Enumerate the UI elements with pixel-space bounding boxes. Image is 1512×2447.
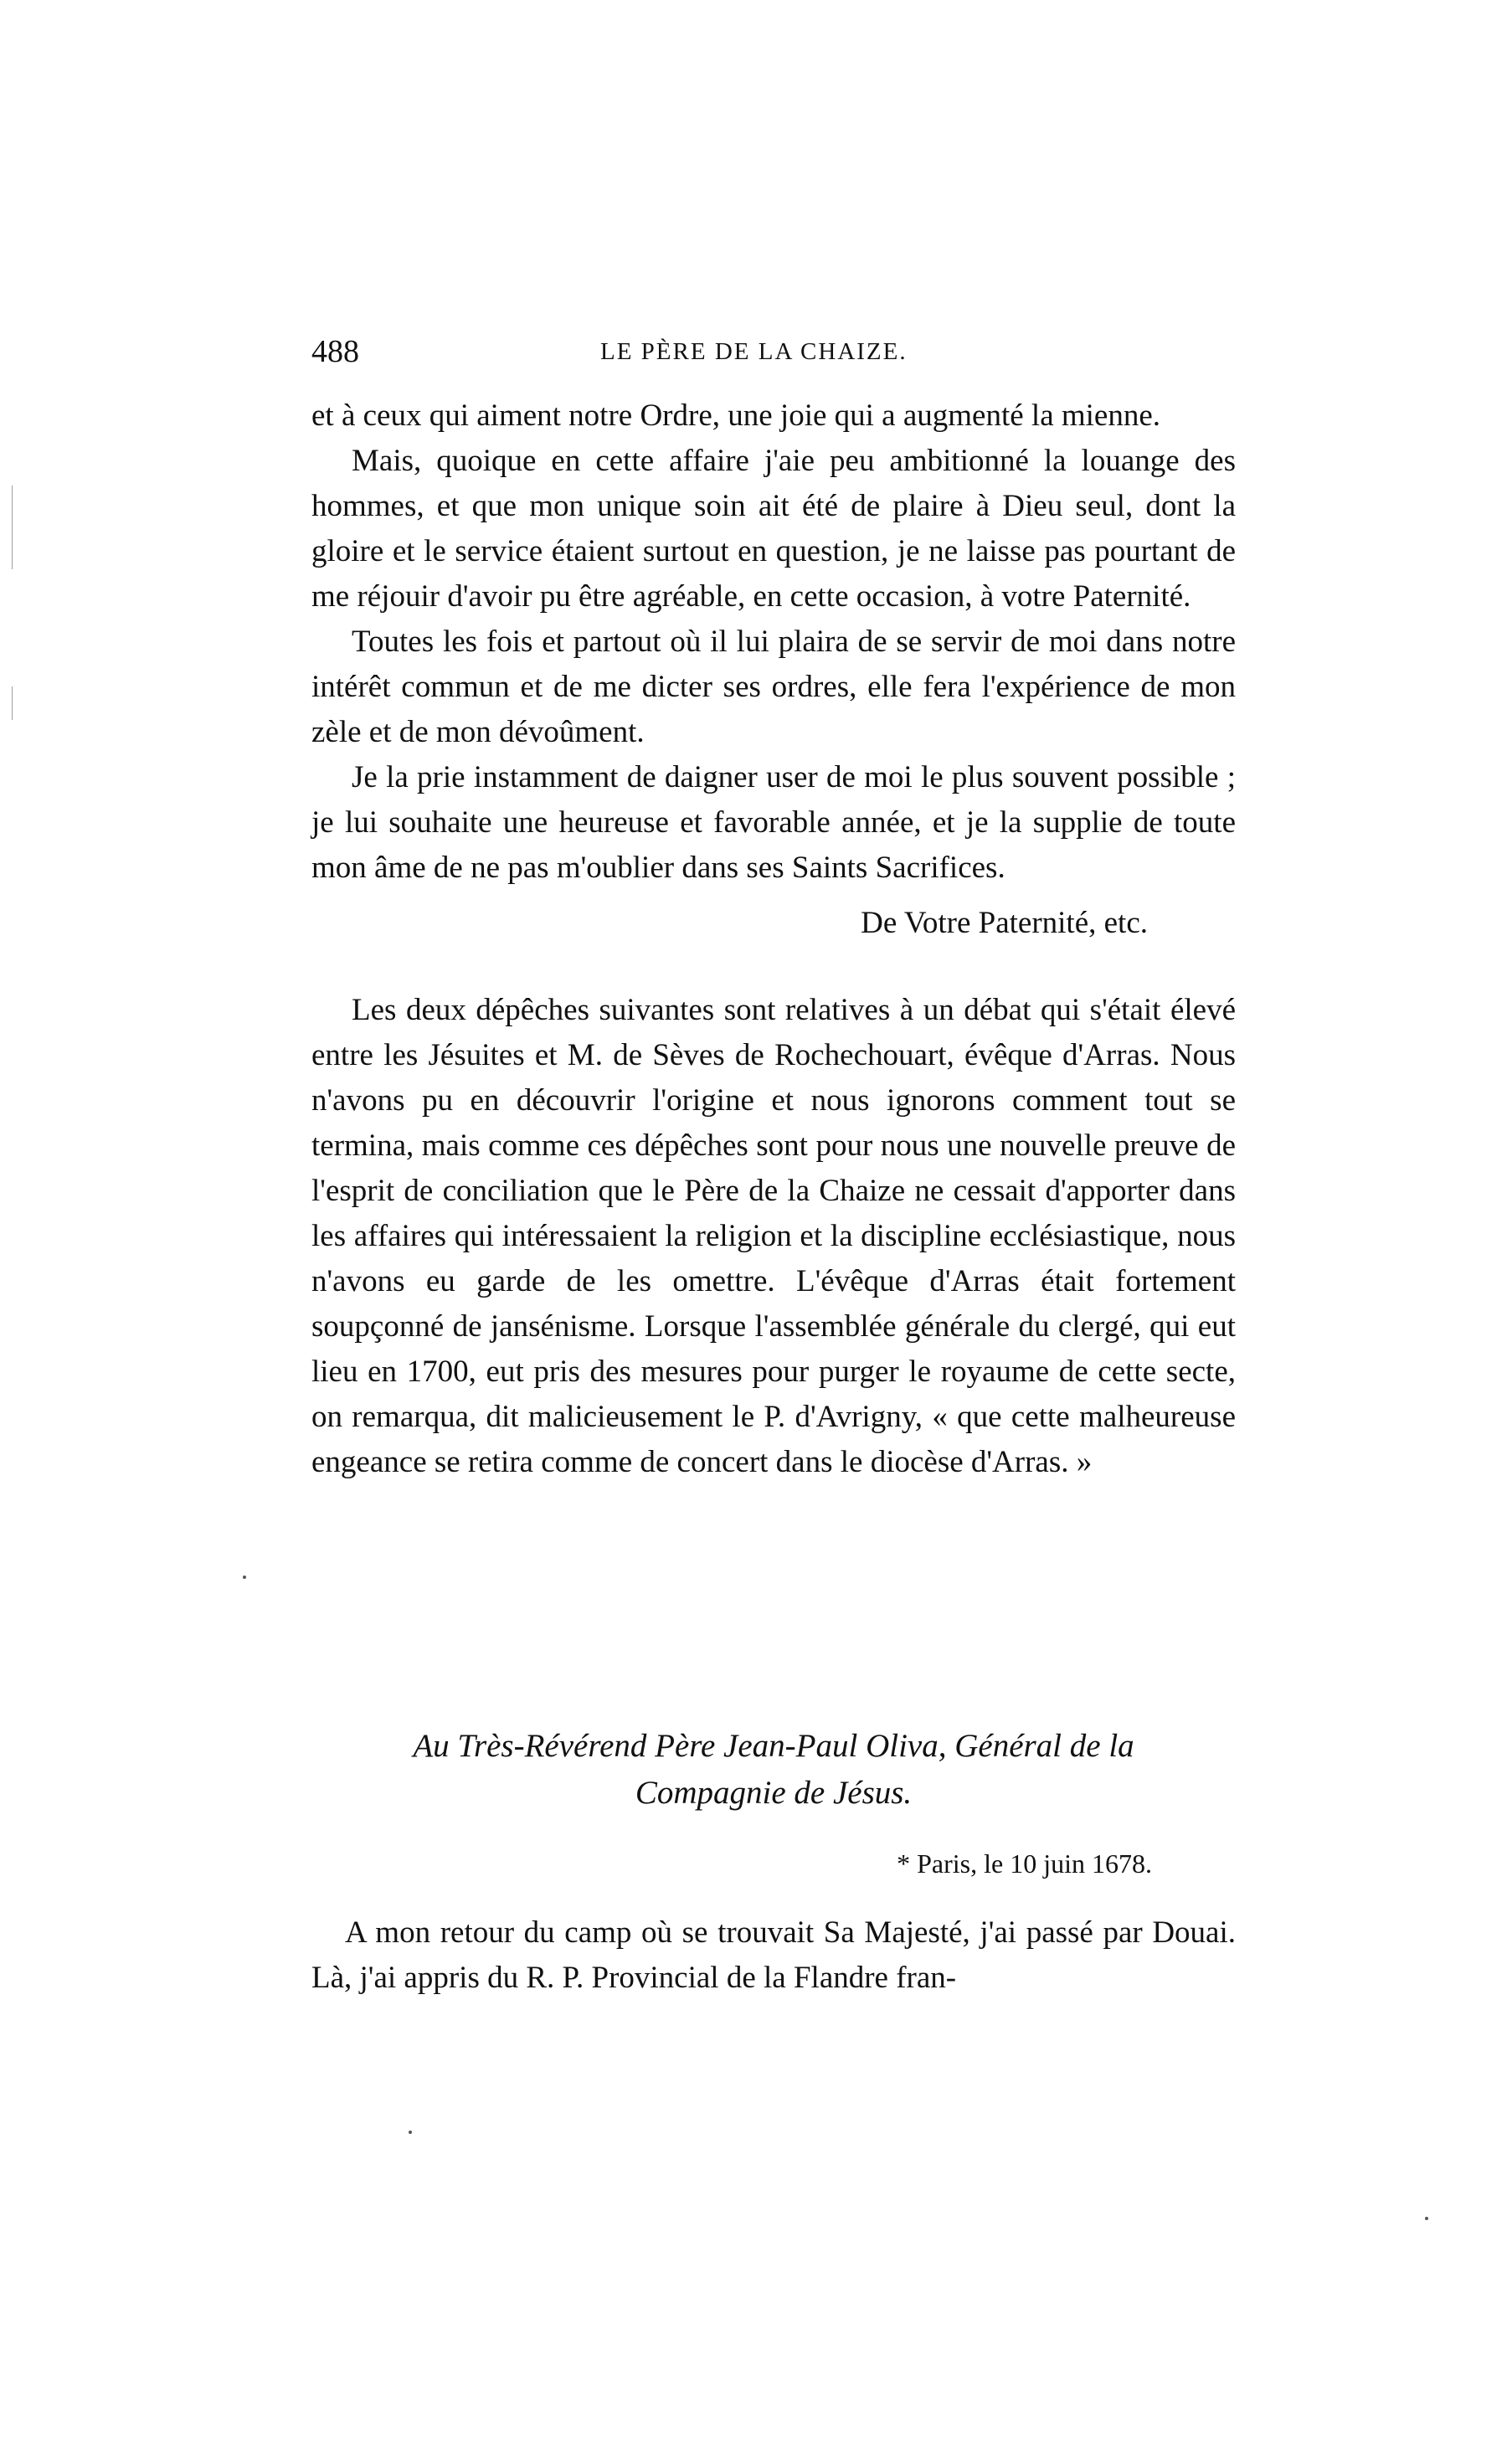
- paragraph: et à ceux qui aiment notre Ordre, une joie qui a augmenté la mienne.: [311, 398, 1161, 433]
- dateline: * Paris, le 10 juin 1678.: [897, 1848, 1152, 1879]
- letter-text: [311, 1910, 1236, 2001]
- letter-address: [311, 1723, 1236, 1817]
- margin-mark: [12, 486, 13, 569]
- speck: [409, 2131, 412, 2134]
- address-line: Au Très-Révérend Père Jean-Paul Oliva, Général de la: [413, 1728, 1134, 1764]
- body-text: [311, 393, 1236, 1485]
- page-header: [311, 333, 1237, 375]
- address-line: Compagnie de Jésus.: [635, 1775, 913, 1811]
- page-number: 488: [311, 334, 359, 369]
- paragraph: Toutes les fois et partout où il lui plaira de se servir de moi dans notre intérêt commun et de me dicter ses ordres, elle fera l'expérience de mon zèle et de mon dévoûment.: [311, 625, 1236, 749]
- speck: [1425, 2217, 1428, 2220]
- running-head: LE PÈRE DE LA CHAIZE.: [600, 338, 908, 365]
- closing-formula: De Votre Paternité, etc.: [861, 906, 1148, 940]
- speck: [243, 1576, 246, 1579]
- paragraph: A mon retour du camp où se trouvait Sa Majesté, j'ai passé par Douai. Là, j'ai appris du R. P. Provincial de la Flandre fran-: [311, 1915, 1236, 1995]
- paragraph: Mais, quoique en cette affaire j'aie peu ambitionné la louange des hommes, et que mon unique soin ait été de plaire à Dieu seul, dont la gloire et le service étaient surtout en question, je ne laisse pas pourtant de me réjouir d'avoir pu être agréable, en cette occasion, à votre Paternité.: [311, 444, 1236, 614]
- paragraph: Je la prie instamment de daigner user de moi le plus souvent possible ; je lui souhaite une heureuse et favorable année, et je la supplie de toute mon âme de ne pas m'oublier dans ses Saints Sacrifices.: [311, 760, 1236, 885]
- margin-mark: [12, 686, 13, 720]
- commentary-paragraph: Les deux dépêches suivantes sont relatives à un débat qui s'était élevé entre les Jésuites et M. de Sèves de Rochechouart, évêque d'Arras. Nous n'avons pu en découvrir l'origine et nous ignorons comment tout se termina, mais comme ces dépêches sont pour nous une nouvelle preuve de l'esprit de conciliation que le Père de la Chaize ne cessait d'apporter dans les affaires qui intéressaient la religion et la discipline ecclésiastique, nous n'avons eu garde de les omettre. L'évêque d'Arras était fortement soupçonné de jansénisme. Lorsque l'assemblée générale du clergé, qui eut lieu en 1700, eut pris des mesures pour purger le royaume de cette secte, on remarqua, dit malicieusement le P. d'Avrigny, « que cette malheureuse engeance se retira comme de concert dans le diocèse d'Arras. »: [311, 993, 1236, 1479]
